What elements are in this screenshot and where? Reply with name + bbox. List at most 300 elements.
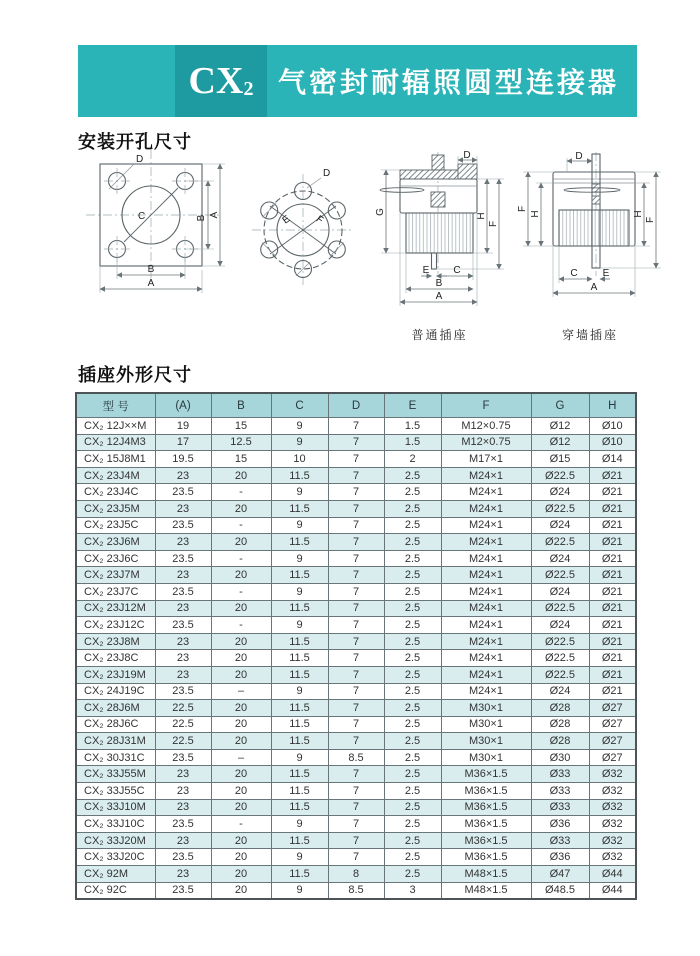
value-cell: Ø24 <box>531 484 589 501</box>
value-cell: 2.5 <box>384 600 441 617</box>
value-cell: 2.5 <box>384 617 441 634</box>
value-cell: Ø10 <box>589 434 636 451</box>
table-row <box>76 633 636 650</box>
value-cell: M24×1 <box>441 683 531 700</box>
value-cell: - <box>211 816 271 833</box>
value-cell: 20 <box>211 783 271 800</box>
value-cell: Ø21 <box>589 567 636 584</box>
value-cell: 23 <box>155 799 211 816</box>
table-row <box>76 882 636 899</box>
value-cell: 7 <box>328 650 384 667</box>
value-cell: 9 <box>271 583 328 600</box>
table-row <box>76 434 636 451</box>
value-cell: - <box>211 617 271 634</box>
column-header: E <box>384 393 441 418</box>
value-cell: 22.5 <box>155 716 211 733</box>
table-body <box>76 418 636 900</box>
value-cell: 23 <box>155 534 211 551</box>
model-cell: CX₂ 33J10M <box>76 799 155 816</box>
dim-label-f: F <box>517 205 528 213</box>
value-cell: 7 <box>328 783 384 800</box>
dim-label-a: A <box>209 211 220 219</box>
value-cell: 2.5 <box>384 550 441 567</box>
value-cell: 2.5 <box>384 683 441 700</box>
value-cell: 1.5 <box>384 418 441 435</box>
normal-socket-drawing <box>372 152 507 343</box>
table-row <box>76 749 636 766</box>
table-row <box>76 484 636 501</box>
value-cell: 11.5 <box>271 534 328 551</box>
value-cell: 23 <box>155 783 211 800</box>
value-cell: 20 <box>211 534 271 551</box>
value-cell: 23 <box>155 467 211 484</box>
value-cell: 11.5 <box>271 866 328 883</box>
dim-label-f: F <box>313 213 326 227</box>
value-cell: 7 <box>328 666 384 683</box>
value-cell: 7 <box>328 434 384 451</box>
value-cell: Ø21 <box>589 467 636 484</box>
value-cell: 2.5 <box>384 849 441 866</box>
value-cell: Ø33 <box>531 832 589 849</box>
dim-label-d: D <box>575 151 583 162</box>
dim-label-a: A <box>147 278 155 289</box>
value-cell: Ø22.5 <box>531 534 589 551</box>
column-header: D <box>328 393 384 418</box>
value-cell: 23 <box>155 500 211 517</box>
value-cell: M17×1 <box>441 451 531 468</box>
value-cell: M30×1 <box>441 733 531 750</box>
value-cell: 7 <box>328 567 384 584</box>
value-cell: 20 <box>211 882 271 899</box>
value-cell: Ø21 <box>589 500 636 517</box>
column-header: H <box>589 393 636 418</box>
value-cell: Ø21 <box>589 484 636 501</box>
value-cell: 9 <box>271 517 328 534</box>
value-cell: 23 <box>155 600 211 617</box>
value-cell: 2.5 <box>384 517 441 534</box>
wall-socket-drawing <box>515 152 665 343</box>
value-cell: - <box>211 550 271 567</box>
value-cell: 9 <box>271 550 328 567</box>
dim-label-e: E <box>280 213 293 227</box>
value-cell: 8.5 <box>328 882 384 899</box>
table-row <box>76 583 636 600</box>
drawing-caption-wall: 穿墙插座 <box>561 328 618 342</box>
value-cell: – <box>211 683 271 700</box>
table-row <box>76 467 636 484</box>
column-header: 型 号 <box>76 393 155 418</box>
model-cell: CX₂ 23J6C <box>76 550 155 567</box>
value-cell: Ø21 <box>589 617 636 634</box>
model-cell: CX₂ 33J20M <box>76 832 155 849</box>
model-cell: CX₂ 33J55C <box>76 783 155 800</box>
model-cell: CX₂ 12J××M <box>76 418 155 435</box>
value-cell: 2.5 <box>384 816 441 833</box>
value-cell: 12.5 <box>211 434 271 451</box>
value-cell: Ø27 <box>589 700 636 717</box>
model-cell: CX₂ 92C <box>76 882 155 899</box>
value-cell: M24×1 <box>441 650 531 667</box>
value-cell: 7 <box>328 600 384 617</box>
table-row <box>76 716 636 733</box>
value-cell: 2.5 <box>384 783 441 800</box>
value-cell: Ø27 <box>589 749 636 766</box>
value-cell: 23.5 <box>155 749 211 766</box>
value-cell: 7 <box>328 467 384 484</box>
value-cell: 9 <box>271 484 328 501</box>
value-cell: 11.5 <box>271 666 328 683</box>
value-cell: Ø21 <box>589 550 636 567</box>
table-row <box>76 799 636 816</box>
value-cell: 9 <box>271 882 328 899</box>
model-cell: CX₂ 28J31M <box>76 733 155 750</box>
value-cell: Ø24 <box>531 583 589 600</box>
value-cell: 9 <box>271 749 328 766</box>
model-cell: CX₂ 33J10C <box>76 816 155 833</box>
value-cell: Ø22.5 <box>531 500 589 517</box>
table-row <box>76 683 636 700</box>
value-cell: 2.5 <box>384 733 441 750</box>
value-cell: Ø28 <box>531 716 589 733</box>
value-cell: Ø32 <box>589 816 636 833</box>
header-banner <box>78 45 637 117</box>
value-cell: 7 <box>328 500 384 517</box>
table-header-row <box>76 393 636 418</box>
value-cell: 2.5 <box>384 467 441 484</box>
model-cell: CX₂ 28J6M <box>76 700 155 717</box>
value-cell: - <box>211 583 271 600</box>
model-cell: CX₂ 30J31C <box>76 749 155 766</box>
value-cell: 11.5 <box>271 832 328 849</box>
value-cell: 11.5 <box>271 783 328 800</box>
dim-label-h: H <box>530 210 541 218</box>
value-cell: M24×1 <box>441 550 531 567</box>
value-cell: 7 <box>328 849 384 866</box>
value-cell: 20 <box>211 633 271 650</box>
model-cell: CX₂ 23J4M <box>76 467 155 484</box>
value-cell: Ø33 <box>531 799 589 816</box>
value-cell: Ø12 <box>531 434 589 451</box>
value-cell: Ø27 <box>589 733 636 750</box>
value-cell: Ø36 <box>531 816 589 833</box>
dim-label-d: D <box>463 150 471 161</box>
value-cell: 1.5 <box>384 434 441 451</box>
value-cell: M36×1.5 <box>441 849 531 866</box>
value-cell: 20 <box>211 600 271 617</box>
table-row <box>76 600 636 617</box>
model-cell: CX₂ 23J7C <box>76 583 155 600</box>
value-cell: 2.5 <box>384 700 441 717</box>
value-cell: M12×0.75 <box>441 418 531 435</box>
value-cell: 9 <box>271 617 328 634</box>
value-cell: 20 <box>211 467 271 484</box>
value-cell: 22.5 <box>155 700 211 717</box>
model-cell: CX₂ 24J19C <box>76 683 155 700</box>
table-row <box>76 534 636 551</box>
value-cell: - <box>211 517 271 534</box>
value-cell: M36×1.5 <box>441 832 531 849</box>
value-cell: Ø24 <box>531 550 589 567</box>
value-cell: M24×1 <box>441 484 531 501</box>
drawing-caption-normal: 普通插座 <box>411 328 468 342</box>
section-title-outline: 插座外形尺寸 <box>78 365 192 385</box>
value-cell: Ø30 <box>531 749 589 766</box>
value-cell: Ø22.5 <box>531 600 589 617</box>
dim-label-h: H <box>633 210 644 218</box>
value-cell: 23.5 <box>155 517 211 534</box>
value-cell: Ø48.5 <box>531 882 589 899</box>
value-cell: 7 <box>328 418 384 435</box>
value-cell: Ø12 <box>531 418 589 435</box>
table-row <box>76 500 636 517</box>
value-cell: 23.5 <box>155 849 211 866</box>
value-cell: 23 <box>155 832 211 849</box>
value-cell: 23.5 <box>155 683 211 700</box>
value-cell: 23 <box>155 567 211 584</box>
column-header: G <box>531 393 589 418</box>
value-cell: 11.5 <box>271 633 328 650</box>
dim-label-h: H <box>476 212 487 220</box>
value-cell: 2.5 <box>384 567 441 584</box>
value-cell: 9 <box>271 683 328 700</box>
value-cell: M24×1 <box>441 583 531 600</box>
value-cell: 2.5 <box>384 633 441 650</box>
value-cell: 23.5 <box>155 484 211 501</box>
model-cell: CX₂ 33J55M <box>76 766 155 783</box>
value-cell: Ø32 <box>589 849 636 866</box>
table-row <box>76 617 636 634</box>
value-cell: - <box>211 484 271 501</box>
value-cell: M24×1 <box>441 666 531 683</box>
value-cell: 11.5 <box>271 733 328 750</box>
value-cell: Ø21 <box>589 534 636 551</box>
model-cell: CX₂ 23J8C <box>76 650 155 667</box>
value-cell: 2.5 <box>384 650 441 667</box>
value-cell: Ø44 <box>589 866 636 883</box>
value-cell: 20 <box>211 766 271 783</box>
value-cell: M30×1 <box>441 749 531 766</box>
value-cell: 20 <box>211 500 271 517</box>
value-cell: 7 <box>328 733 384 750</box>
value-cell: 20 <box>211 866 271 883</box>
table-row <box>76 418 636 435</box>
value-cell: M36×1.5 <box>441 816 531 833</box>
dim-label-e: E <box>602 268 610 279</box>
value-cell: 23 <box>155 650 211 667</box>
value-cell: 17 <box>155 434 211 451</box>
value-cell: Ø27 <box>589 716 636 733</box>
value-cell: 20 <box>211 733 271 750</box>
value-cell: M12×0.75 <box>441 434 531 451</box>
value-cell: 7 <box>328 766 384 783</box>
value-cell: 20 <box>211 716 271 733</box>
value-cell: 20 <box>211 799 271 816</box>
dim-label-g: G <box>375 208 386 216</box>
value-cell: Ø28 <box>531 733 589 750</box>
dim-label-d: D <box>323 168 331 179</box>
value-cell: Ø24 <box>531 517 589 534</box>
table-row <box>76 832 636 849</box>
table-row <box>76 733 636 750</box>
value-cell: 2.5 <box>384 534 441 551</box>
value-cell: M24×1 <box>441 633 531 650</box>
technical-drawings <box>80 152 690 357</box>
value-cell: Ø47 <box>531 866 589 883</box>
column-header: F <box>441 393 531 418</box>
square-flange-drawing <box>90 152 230 312</box>
value-cell: 19.5 <box>155 451 211 468</box>
value-cell: M30×1 <box>441 716 531 733</box>
value-cell: 2.5 <box>384 484 441 501</box>
dim-label-b: B <box>147 264 155 275</box>
model-cell: CX₂ 23J19M <box>76 666 155 683</box>
dim-label-c: C <box>453 265 461 276</box>
column-header: C <box>271 393 328 418</box>
value-cell: 11.5 <box>271 500 328 517</box>
value-cell: 23 <box>155 766 211 783</box>
model-cell: CX₂ 23J12M <box>76 600 155 617</box>
value-cell: 11.5 <box>271 467 328 484</box>
value-cell: M36×1.5 <box>441 783 531 800</box>
model-cell: CX₂ 15J8M1 <box>76 451 155 468</box>
dim-label-f: F <box>488 220 499 228</box>
page-title: 气密封耐辐照圆型连接器 <box>278 67 620 98</box>
value-cell: Ø22.5 <box>531 467 589 484</box>
value-cell: 9 <box>271 816 328 833</box>
value-cell: Ø21 <box>589 683 636 700</box>
value-cell: 7 <box>328 517 384 534</box>
value-cell: 10 <box>271 451 328 468</box>
value-cell: Ø32 <box>589 783 636 800</box>
value-cell: M24×1 <box>441 567 531 584</box>
value-cell: M48×1.5 <box>441 882 531 899</box>
value-cell: Ø24 <box>531 617 589 634</box>
value-cell: 23.5 <box>155 816 211 833</box>
model-cell: CX₂ 12J4M3 <box>76 434 155 451</box>
dim-label-c: C <box>570 268 578 279</box>
value-cell: Ø36 <box>531 849 589 866</box>
model-cell: CX₂ 23J6M <box>76 534 155 551</box>
value-cell: M36×1.5 <box>441 799 531 816</box>
value-cell: 7 <box>328 550 384 567</box>
value-cell: 7 <box>328 799 384 816</box>
value-cell: Ø21 <box>589 517 636 534</box>
brand-logo <box>175 45 267 117</box>
value-cell: Ø22.5 <box>531 650 589 667</box>
value-cell: 2.5 <box>384 866 441 883</box>
round-flange-drawing <box>248 164 358 299</box>
value-cell: 7 <box>328 700 384 717</box>
value-cell: M24×1 <box>441 500 531 517</box>
model-cell: CX₂ 23J5M <box>76 500 155 517</box>
value-cell: 11.5 <box>271 799 328 816</box>
value-cell: 7 <box>328 451 384 468</box>
value-cell: 11.5 <box>271 567 328 584</box>
value-cell: M36×1.5 <box>441 766 531 783</box>
value-cell: M24×1 <box>441 517 531 534</box>
value-cell: 23 <box>155 633 211 650</box>
value-cell: 11.5 <box>271 600 328 617</box>
value-cell: 7 <box>328 816 384 833</box>
value-cell: M24×1 <box>441 467 531 484</box>
value-cell: 11.5 <box>271 766 328 783</box>
column-header: (A) <box>155 393 211 418</box>
model-cell: CX₂ 23J7M <box>76 567 155 584</box>
dim-label-e: E <box>422 265 430 276</box>
value-cell: 2.5 <box>384 716 441 733</box>
value-cell: 8.5 <box>328 749 384 766</box>
value-cell: 9 <box>271 418 328 435</box>
table-row <box>76 666 636 683</box>
value-cell: M30×1 <box>441 700 531 717</box>
value-cell: Ø14 <box>589 451 636 468</box>
value-cell: 7 <box>328 633 384 650</box>
table-row <box>76 700 636 717</box>
value-cell: Ø21 <box>589 583 636 600</box>
value-cell: Ø32 <box>589 832 636 849</box>
model-cell: CX₂ 23J5C <box>76 517 155 534</box>
dim-label-a: A <box>590 282 598 293</box>
table-row <box>76 650 636 667</box>
table-row <box>76 866 636 883</box>
value-cell: 2.5 <box>384 583 441 600</box>
value-cell: Ø21 <box>589 633 636 650</box>
value-cell: 9 <box>271 849 328 866</box>
value-cell: Ø21 <box>589 600 636 617</box>
dim-label-f: F <box>645 216 656 224</box>
value-cell: 2.5 <box>384 500 441 517</box>
table-row <box>76 451 636 468</box>
dimension-table <box>75 392 637 900</box>
value-cell: Ø32 <box>589 799 636 816</box>
value-cell: 23 <box>155 666 211 683</box>
value-cell: 7 <box>328 583 384 600</box>
value-cell: 3 <box>384 882 441 899</box>
table-row <box>76 783 636 800</box>
value-cell: 7 <box>328 617 384 634</box>
value-cell: Ø15 <box>531 451 589 468</box>
table-row <box>76 766 636 783</box>
section-title-mounting: 安装开孔尺寸 <box>78 132 192 152</box>
value-cell: 23.5 <box>155 617 211 634</box>
value-cell: Ø21 <box>589 650 636 667</box>
table-row <box>76 567 636 584</box>
value-cell: 11.5 <box>271 716 328 733</box>
value-cell: M24×1 <box>441 617 531 634</box>
value-cell: 7 <box>328 534 384 551</box>
value-cell: Ø28 <box>531 700 589 717</box>
value-cell: 7 <box>328 683 384 700</box>
model-cell: CX₂ 28J6C <box>76 716 155 733</box>
value-cell: 22.5 <box>155 733 211 750</box>
value-cell: 9 <box>271 434 328 451</box>
model-cell: CX₂ 33J20C <box>76 849 155 866</box>
value-cell: Ø22.5 <box>531 633 589 650</box>
logo-text: CX <box>188 60 244 102</box>
value-cell: 7 <box>328 484 384 501</box>
value-cell: 20 <box>211 650 271 667</box>
value-cell: – <box>211 749 271 766</box>
model-cell: CX₂ 23J12C <box>76 617 155 634</box>
value-cell: 19 <box>155 418 211 435</box>
value-cell: 2 <box>384 451 441 468</box>
value-cell: 23.5 <box>155 882 211 899</box>
value-cell: 20 <box>211 666 271 683</box>
value-cell: 2.5 <box>384 749 441 766</box>
value-cell: 2.5 <box>384 766 441 783</box>
value-cell: Ø44 <box>589 882 636 899</box>
value-cell: Ø22.5 <box>531 567 589 584</box>
